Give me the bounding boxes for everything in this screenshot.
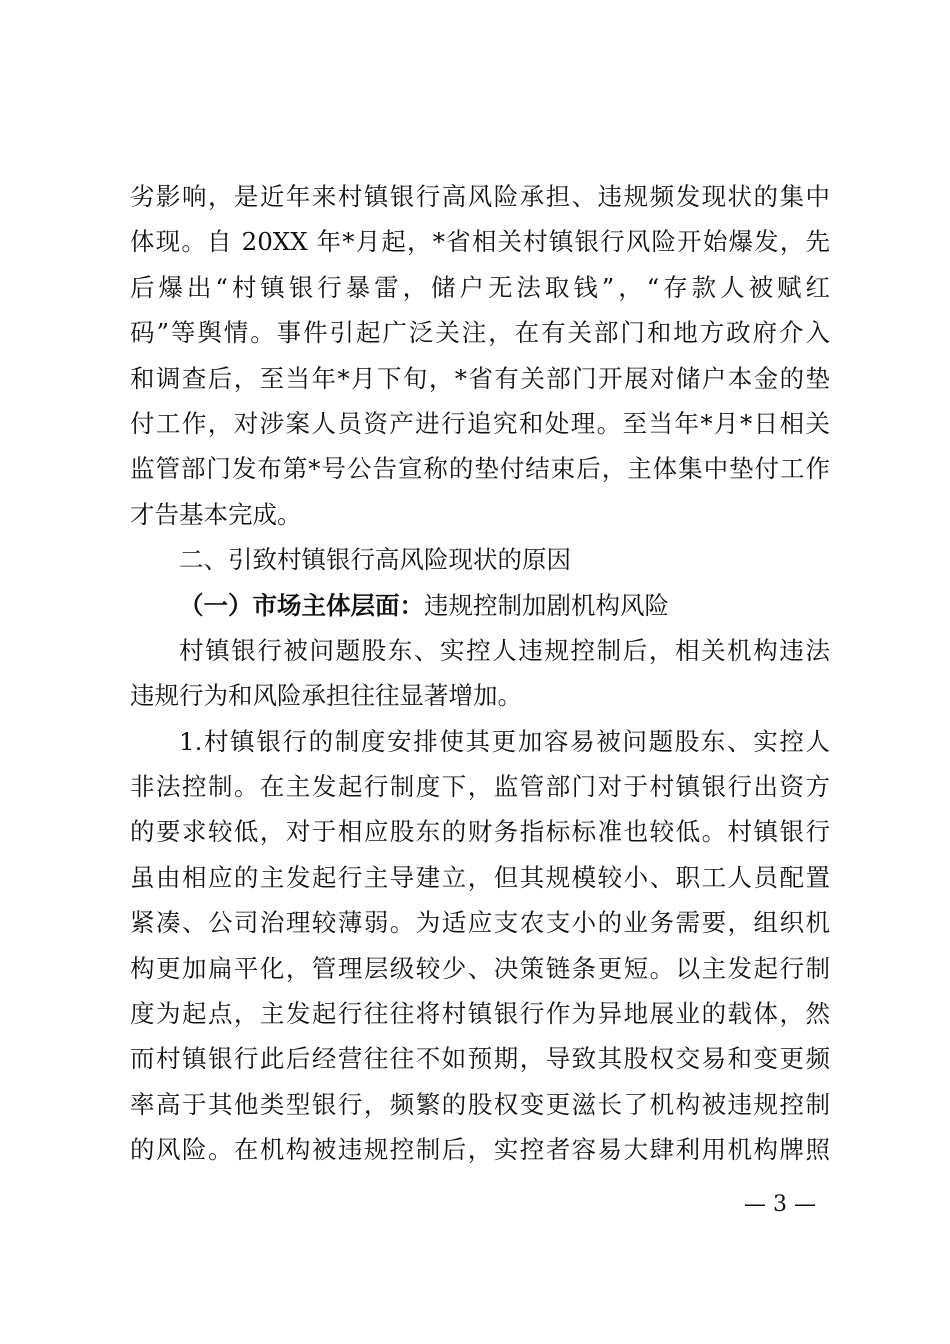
subsection-label: （一）市场主体层面： (179, 590, 424, 620)
text-line: 率高于其他类型银行，频繁的股权变更滋长了机构被违规控制 (130, 1089, 830, 1119)
paragraph-1 (130, 174, 830, 537)
text-line: 的风险。在机构被违规控制后，实控者容易大肆利用机构牌照 (130, 1135, 830, 1165)
page-number: — 3 — (744, 1192, 816, 1217)
text-line: 劣影响，是近年来村镇银行高风险承担、违规频发现状的集中 (130, 182, 830, 211)
text-line: 虽由相应的主发起行主导建立，但其规模较小、职工人员配置 (130, 862, 830, 892)
text-line: 违规行为和风险承担往往显著增加。 (130, 681, 522, 711)
text-line: 才告基本完成。 (130, 499, 302, 529)
paragraph-3 (130, 719, 830, 1173)
text-line: 度为起点，主发起行往往将村镇银行作为异地展业的载体，然 (130, 999, 830, 1029)
text-line: 和调查后，至当年*月下旬，*省有关部门开展对储户本金的垫 (130, 363, 830, 393)
text-line: 构更加扁平化，管理层级较少、决策链条更短。以主发起行制 (130, 953, 830, 983)
text-line: 非法控制。在主发起行制度下，监管部门对于村镇银行出资方 (130, 772, 830, 802)
text-line: 码”等舆情。事件引起广泛关注，在有关部门和地方政府介入 (130, 318, 830, 348)
text-line: 1.村镇银行的制度安排使其更加容易被问题股东、实控人 (179, 726, 830, 756)
document-body (130, 174, 830, 1173)
text-line: 体现。自 20XX 年*月起，*省相关村镇银行风险开始爆发，先 (130, 227, 830, 257)
section-heading: 二、引致村镇银行高风险现状的原因 (179, 545, 571, 575)
text-line: 付工作，对涉案人员资产进行追究和处理。至当年*月*日相关 (130, 408, 830, 438)
subsection-title: 违规控制加剧机构风险 (424, 590, 669, 620)
text-line: 而村镇银行此后经营往往不如预期，导致其股权交易和变更频 (130, 1044, 830, 1074)
text-line: 的要求较低，对于相应股东的财务指标标准也较低。村镇银行 (130, 817, 830, 847)
paragraph-2 (130, 628, 830, 719)
subsection-heading (130, 583, 830, 628)
text-line: 村镇银行被问题股东、实控人违规控制后，相关机构违法 (179, 635, 830, 665)
text-line: 监管部门发布第*号公告宣称的垫付结束后，主体集中垫付工作 (130, 454, 830, 484)
text-line: 紧凑、公司治理较薄弱。为适应支农支小的业务需要，组织机 (130, 908, 830, 938)
text-line: 后爆出“村镇银行暴雷，储户无法取钱”，“存款人被赋红 (130, 272, 830, 302)
